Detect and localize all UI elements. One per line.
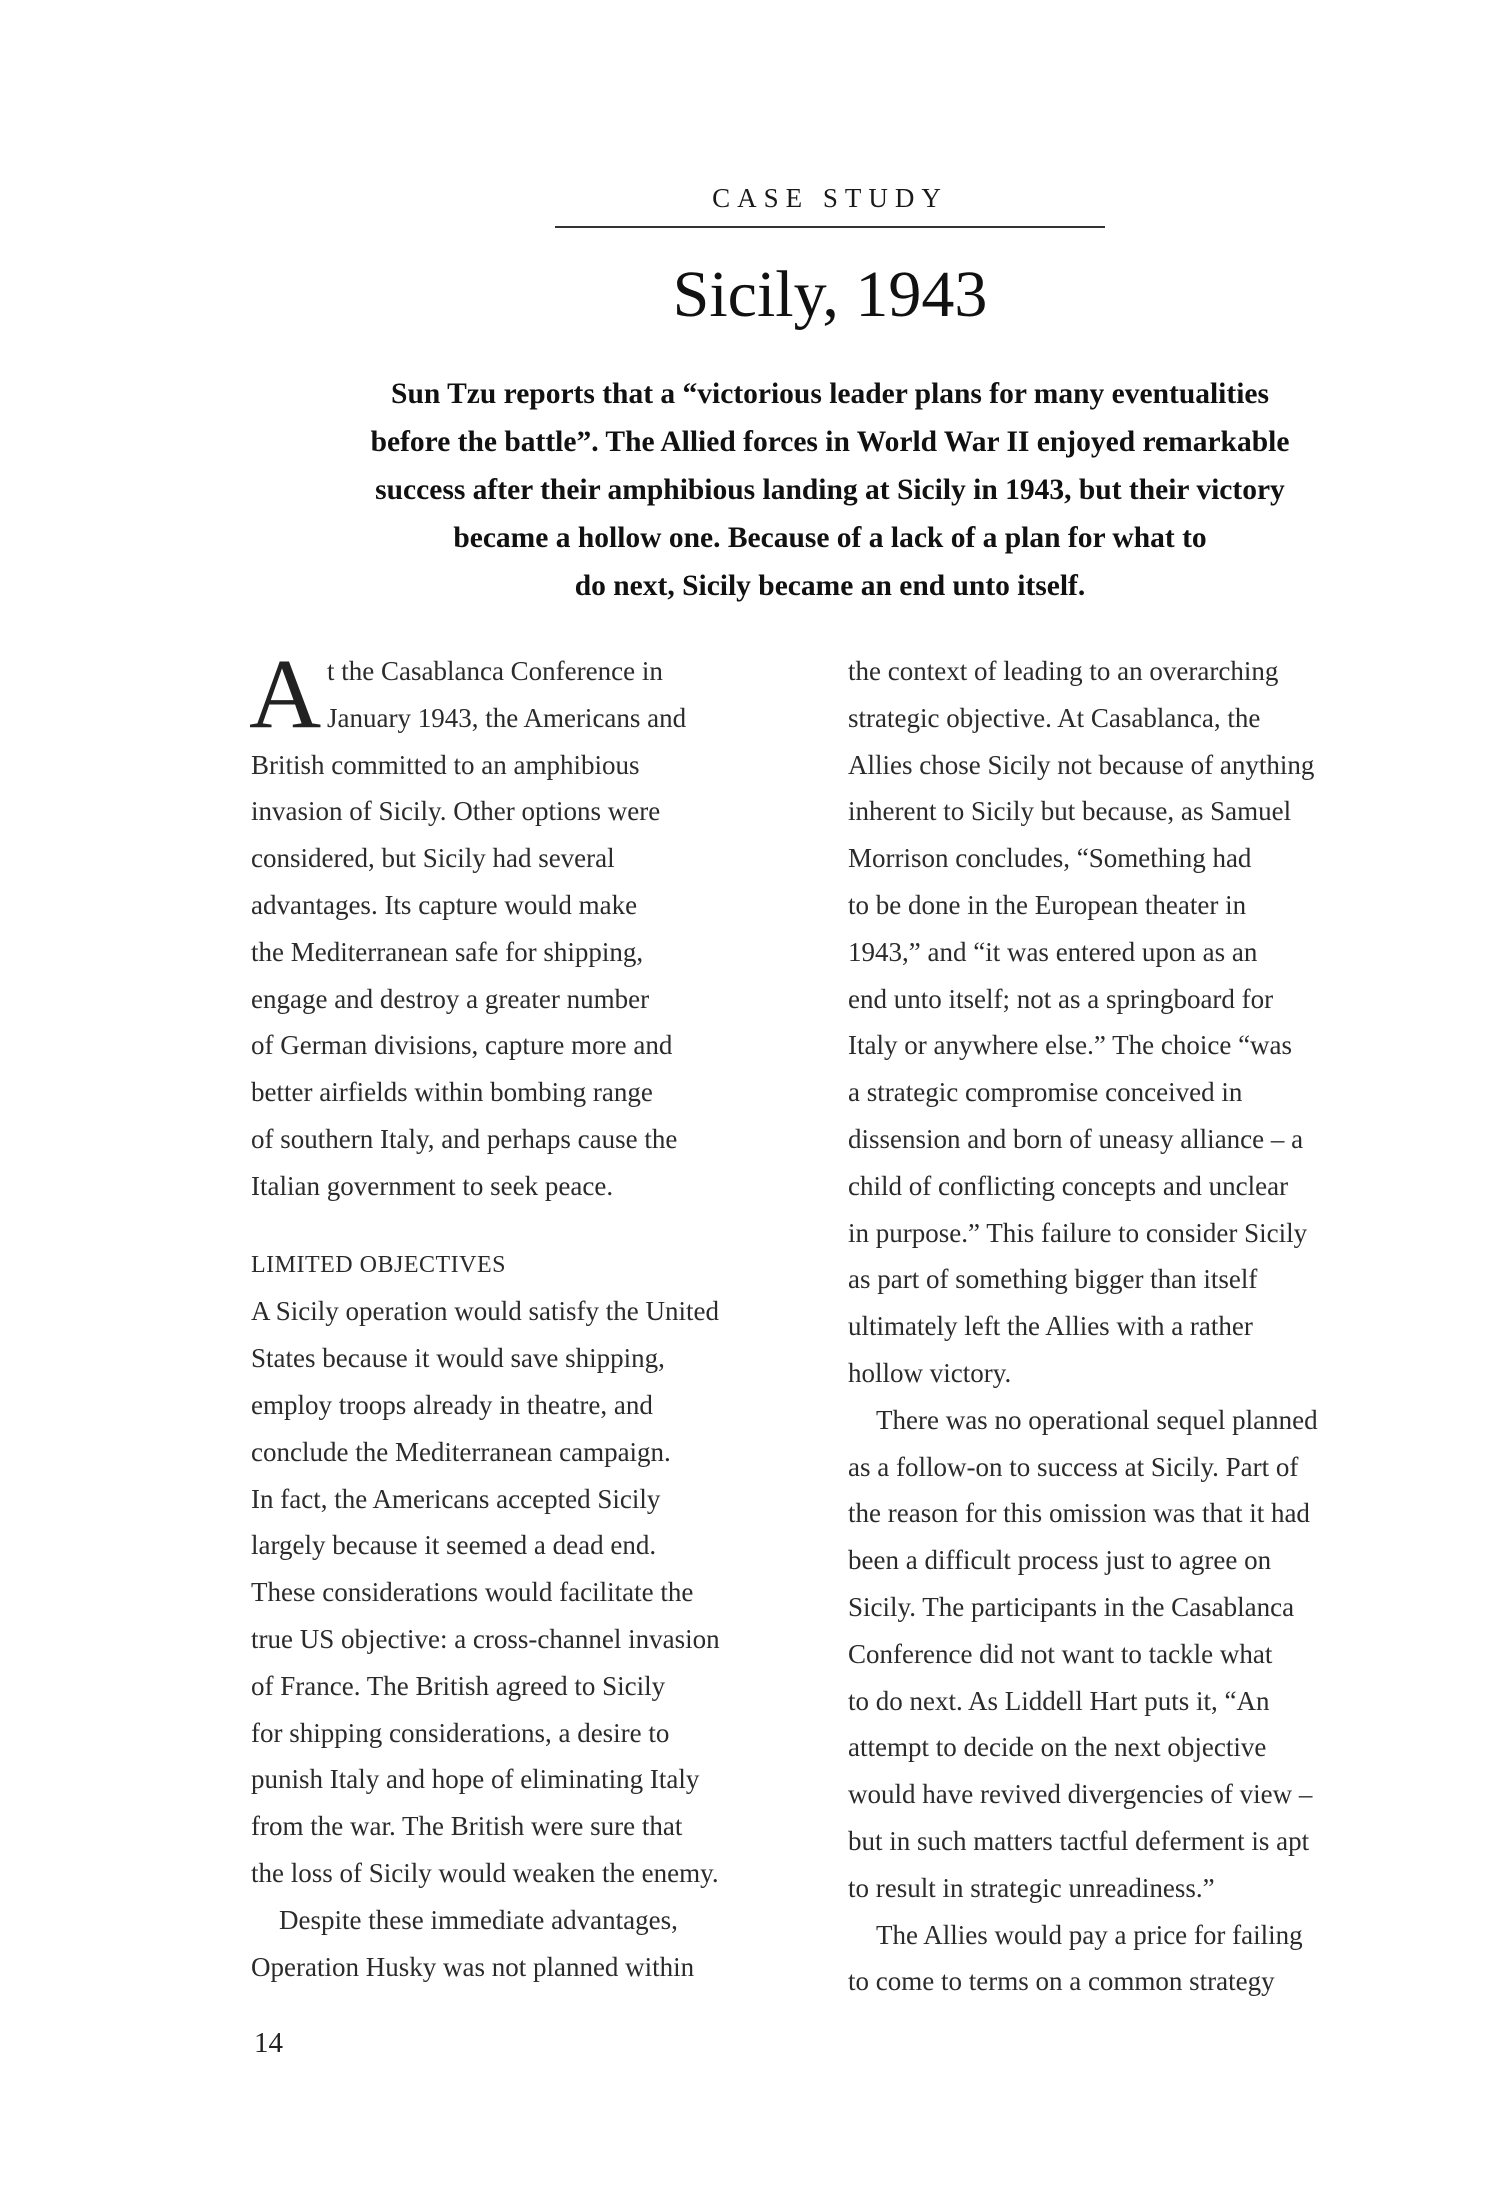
body-line: strategic objective. At Casablanca, the (848, 702, 1261, 733)
body-line: the reason for this omission was that it had (848, 1498, 1310, 1529)
body-line: to be done in the European theater in (848, 889, 1247, 920)
body-line: been a difficult process just to agree on (848, 1545, 1272, 1576)
body-line: engage and destroy a greater number (251, 983, 650, 1014)
body-line: t the Casablanca Conference in (327, 656, 663, 686)
intro-line: Sun Tzu reports that a “victorious leader plans for many eventualities (391, 378, 1269, 410)
body-line: from the war. The British were sure that (251, 1811, 683, 1842)
body-line: British committed to an amphibious (251, 749, 640, 780)
body-line: for shipping considerations, a desire to (251, 1717, 670, 1748)
body-line: in purpose.” This failure to consider Sicily (848, 1217, 1308, 1248)
body-line: to do next. As Liddell Hart puts it, “An (848, 1685, 1270, 1716)
body-line: the Mediterranean safe for shipping, (251, 936, 644, 967)
body-line: to come to terms on a common strategy (848, 1966, 1275, 1997)
body-line: inherent to Sicily but because, as Samuel (848, 796, 1292, 827)
body-line: hollow victory. (848, 1357, 1012, 1388)
body-line: of southern Italy, and perhaps cause the (251, 1123, 678, 1154)
body-line: There was no operational sequel planned (876, 1404, 1318, 1435)
right-column (848, 648, 1428, 2005)
intro-line: before the battle”. The Allied forces in World War II enjoyed remarkable (370, 426, 1290, 458)
section-heading: LIMITED OBJECTIVES (251, 1251, 506, 1278)
intro-paragraph (250, 370, 1410, 610)
opening-paragraph (249, 638, 831, 1210)
body-line: States because it would save shipping, (251, 1343, 665, 1374)
body-line: Morrison concludes, “Something had (848, 843, 1252, 874)
body-line: In fact, the Americans accepted Sicily (251, 1483, 661, 1514)
body-line: punish Italy and hope of eliminating Italy (251, 1764, 700, 1795)
body-line: end unto itself; not as a springboard for (848, 983, 1274, 1014)
body-line: as part of something bigger than itself (848, 1264, 1258, 1295)
body-line: to result in strategic unreadiness.” (848, 1872, 1215, 1903)
body-line: These considerations would facilitate the (251, 1577, 694, 1608)
body-line: advantages. Its capture would make (251, 889, 638, 920)
body-line: ultimately left the Allies with a rather (848, 1311, 1253, 1342)
body-line: Conference did not want to tackle what (848, 1638, 1273, 1669)
body-line: attempt to decide on the next objective (848, 1732, 1267, 1763)
body-line: Despite these immediate advantages, (279, 1904, 678, 1935)
body-line: A Sicily operation would satisfy the United (251, 1296, 719, 1327)
body-line: as a follow-on to success at Sicily. Part of (848, 1451, 1299, 1482)
body-line: considered, but Sicily had several (251, 843, 615, 874)
page-number: 14 (254, 2027, 283, 2059)
body-paragraph (848, 648, 1428, 1397)
section-kicker: CASE STUDY (712, 183, 948, 213)
page-title: Sicily, 1943 (672, 258, 988, 331)
body-line: Operation Husky was not planned within (251, 1951, 695, 1982)
body-line: Sicily. The participants in the Casablanca (848, 1591, 1295, 1622)
body-line: would have revived divergencies of view – (848, 1779, 1313, 1810)
body-paragraph (848, 1397, 1428, 1912)
body-line: child of conflicting concepts and unclear (848, 1170, 1289, 1201)
intro-line: became a hollow one. Because of a lack of a plan for what to (453, 522, 1207, 554)
body-line: of German divisions, capture more and (251, 1030, 673, 1061)
body-line: but in such matters tactful deferment is apt (848, 1825, 1310, 1856)
drop-cap: A (249, 638, 322, 749)
body-line: better airfields within bombing range (251, 1077, 653, 1108)
body-line: of France. The British agreed to Sicily (251, 1670, 666, 1701)
body-line: true US objective: a cross-channel invasion (251, 1623, 720, 1654)
intro-line: do next, Sicily became an end unto itself. (574, 570, 1086, 602)
body-line: 1943,” and “it was entered upon as an (848, 936, 1258, 967)
body-paragraph (848, 1912, 1428, 2006)
body-line: Italian government to seek peace. (251, 1170, 614, 1201)
body-line: dissension and born of uneasy alliance – a (848, 1123, 1304, 1154)
left-column (249, 638, 831, 1990)
intro-line: success after their amphibious landing at Sicily in 1943, but their victory (375, 474, 1285, 506)
body-paragraph (251, 1897, 831, 1991)
body-line: largely because it seemed a dead end. (251, 1530, 657, 1561)
body-paragraph (251, 1288, 831, 1896)
paragraph-gap (251, 1210, 831, 1242)
body-line: the context of leading to an overarching (848, 656, 1279, 686)
body-line: a strategic compromise conceived in (848, 1077, 1243, 1108)
body-line: Allies chose Sicily not because of anything (848, 749, 1315, 780)
kicker-divider (555, 226, 1105, 228)
body-line: Italy or anywhere else.” The choice “was (848, 1030, 1293, 1061)
body-line: employ troops already in theatre, and (251, 1389, 653, 1420)
body-line: January 1943, the Americans and (327, 702, 687, 733)
body-line: conclude the Mediterranean campaign. (251, 1436, 671, 1467)
body-line: invasion of Sicily. Other options were (251, 796, 661, 827)
body-line: the loss of Sicily would weaken the enemy. (251, 1857, 719, 1888)
body-line: The Allies would pay a price for failing (876, 1919, 1303, 1950)
